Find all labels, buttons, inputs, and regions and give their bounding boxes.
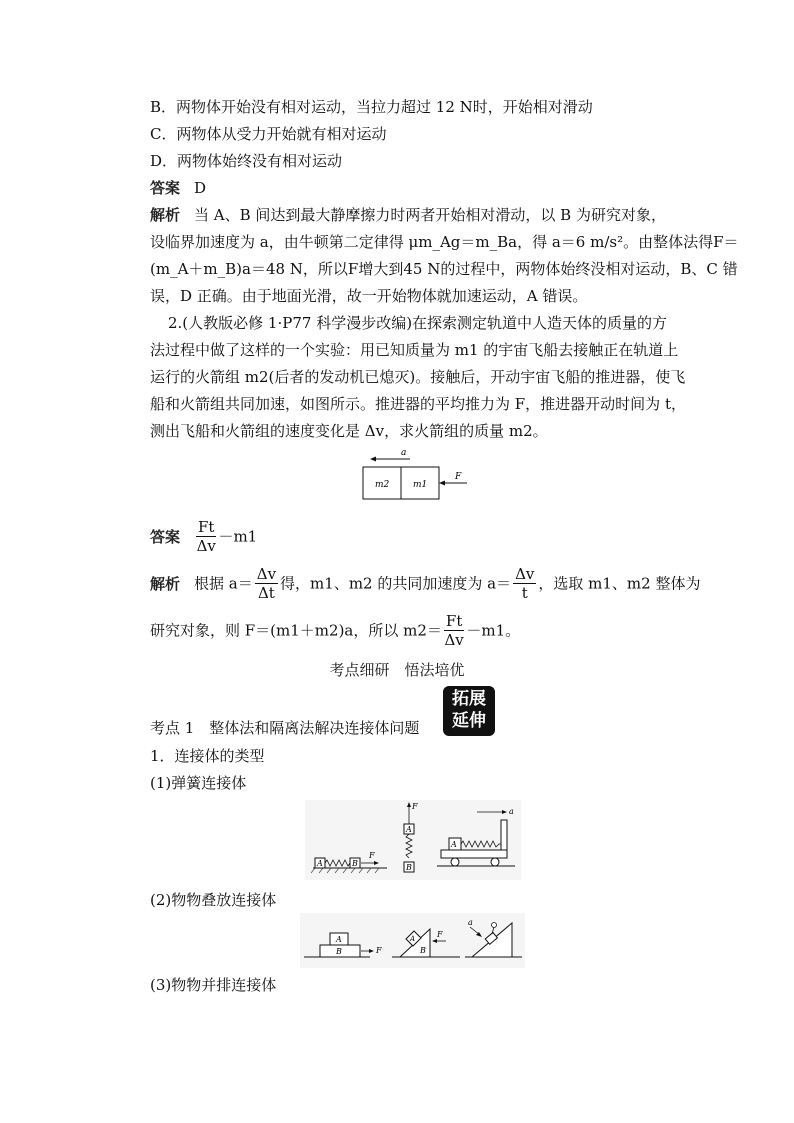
accel-arrow-head [370,457,376,462]
slope-label-a: a [468,918,473,927]
stacked-diagrams [300,913,525,968]
frac-num: Ft [198,518,215,536]
frac2-den: t [521,584,528,602]
q1-analysis-line2: 设临界加速度为 a，由牛顿第二定律得 μm_Ag＝m_Ba，得 a＝6 m/s²。由整体法得F＝ [150,233,739,251]
frac2 [513,565,536,602]
label-f-1: F [369,851,375,860]
q2-analysis [150,565,700,602]
analysis-b: 得，m1、m2 的共同加速度为 a＝ [280,574,512,593]
frac3 [444,612,464,649]
q1-answer [150,178,206,198]
force-label: F [455,472,462,482]
q2-answer-frac [196,518,216,555]
analysis-e: －m1。 [466,621,521,640]
label-b-1: B [352,859,358,868]
answer-value: D [194,179,207,197]
label-a-2: A [406,825,412,834]
sub2: (2)物物叠放连接体 [150,891,277,909]
label-a-3b: A [451,840,457,849]
option-c: C．两物体从受力开始就有相对运动 [150,125,387,143]
frac-den: Δv [196,537,216,555]
person-head [492,923,497,928]
option-d: D．两物体始终没有相对运动 [150,152,343,170]
q2-answer-label: 答案 [150,527,181,546]
answer-rest: －m1 [218,527,258,546]
q1-analysis-line1 [150,205,666,225]
q1-analysis-line3: (m_A＋m_B)a＝48 N，所以F增大到45 N的过程中，两物体始终没相对运动，B、C 错 [150,260,738,278]
analysis-a: 根据 a＝ [194,574,253,593]
wedge-label-a: A [410,935,416,943]
q2-analysis-2 [150,612,520,649]
frac1-den: Δt [257,584,275,602]
sub3: (3)物物并排连接体 [150,976,277,994]
badge-line1: 拓展 [452,689,486,709]
item1: 1．连接体的类型 [150,747,265,765]
label-f-2: F [412,802,418,811]
wedge-label-b: B [420,946,426,955]
force-arrow-head [439,481,445,486]
frac3-den: Δv [444,631,464,649]
analysis-d: 研究对象，则 F＝(m1＋m2)a，所以 m2＝ [150,621,442,640]
cart-body [441,850,507,858]
q2-line4: 船和火箭组共同加速，如图所示。推进器的平均推力为 F，推进器开动时间为 t， [150,395,686,413]
q2-line1: 2.(人教版必修 1·P77 科学漫步改编)在探索测定轨道中人造天体的质量的方 [168,314,668,332]
answer-label: 答案 [150,179,181,197]
q1-analysis-line4: 误，D 正确。由于地面光滑，故一开始物体就加速运动，A 错误。 [150,287,588,305]
sub1: (1)弹簧连接体 [150,774,247,792]
q2-answer [150,518,257,555]
frac2-num: Δv [515,565,535,583]
analysis-label: 解析 [150,206,181,224]
frac1 [255,565,278,602]
label-a-1: A [317,859,323,868]
stack-label-f: F [376,946,382,955]
q2-analysis-label: 解析 [150,574,181,593]
frac3-num: Ft [445,612,463,630]
analysis-c: ，选取 m1、m2 整体为 [538,574,701,593]
option-b: B．两物体开始没有相对运动，当拉力超过 12 N时，开始相对滑动 [150,98,593,116]
label-b-2: B [406,863,412,872]
rocket-figure [355,447,475,507]
accel-label: a [401,448,407,458]
wedge-label-f: F [437,930,443,939]
analysis-text: 当 A、B 间达到最大静摩擦力时两者开始相对滑动，以 B 为研究对象， [194,206,666,224]
label-a-3: a [509,807,514,816]
box-m1-label: m1 [413,480,428,490]
q2-line5: 测出飞船和火箭组的速度变化是 Δv，求火箭组的质量 m2。 [150,422,548,440]
topic-title: 考点 1 整体法和隔离法解决连接体问题 [150,719,420,737]
frac1-num: Δv [256,565,277,583]
box-m2-label: m2 [375,480,390,490]
extension-badge [443,686,495,736]
badge-line2: 延伸 [452,711,486,731]
stack-label-b: B [336,947,342,956]
stack-label-a: A [336,935,342,944]
spring-diagrams [305,800,521,880]
section-heading: 考点细研 悟法培优 [329,661,465,679]
q2-line3: 运行的火箭组 m2(后者的发动机已熄灭)。接触后，开动宇宙飞船的推进器，使飞 [150,368,686,386]
q2-line2: 法过程中做了这样的一个实验：用已知质量为 m1 的宇宙飞船去接触正在轨道上 [150,341,679,359]
